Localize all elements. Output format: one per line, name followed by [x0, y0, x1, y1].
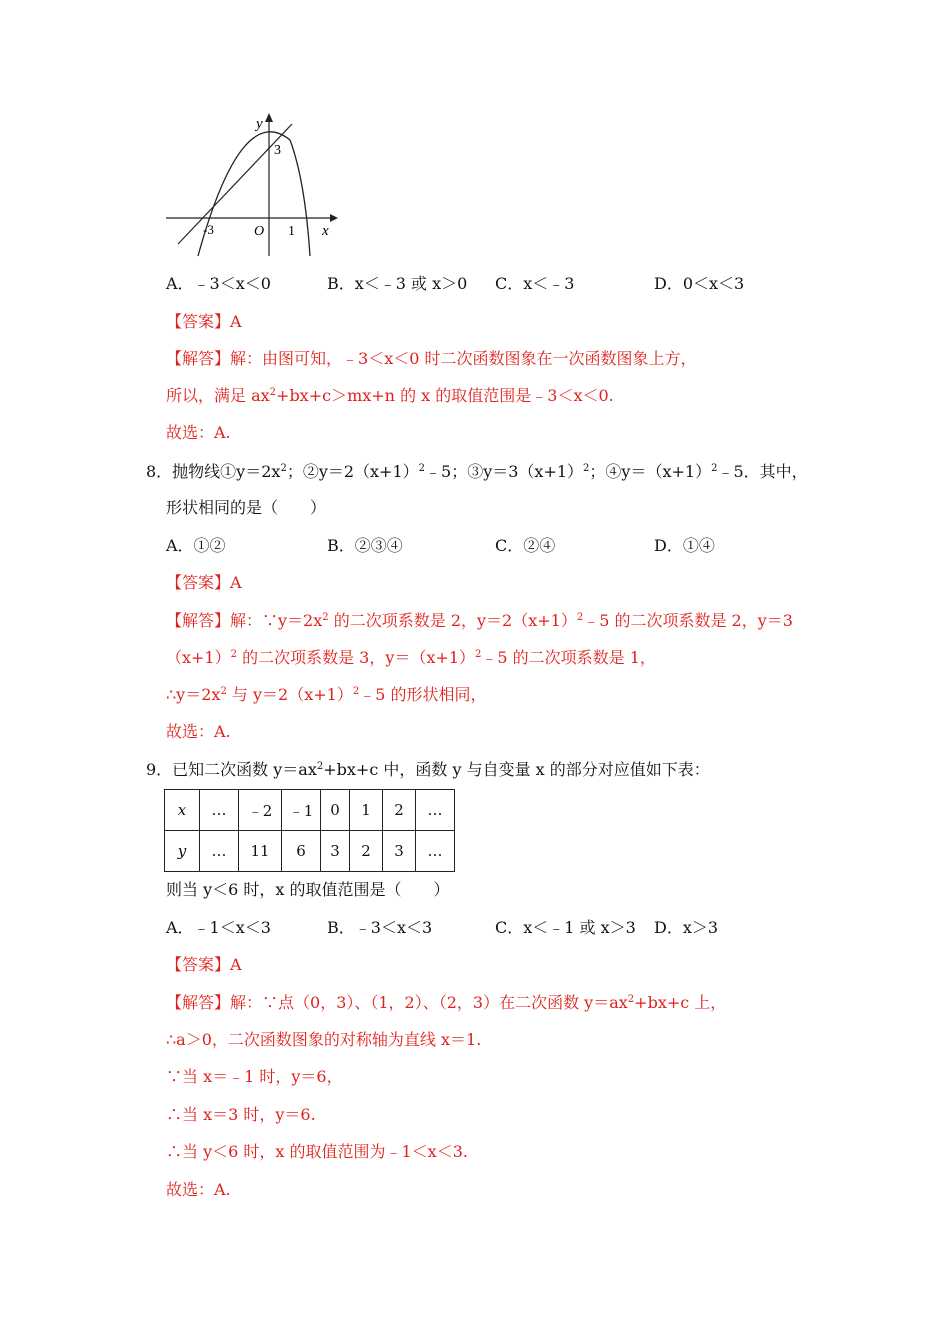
table-cell: 2 — [383, 790, 416, 831]
table-cell: 11 — [239, 831, 282, 872]
q7-analysis-text1: 解：由图可知，﹣3＜x＜0 时二次函数图象在一次函数图象上方， — [230, 349, 697, 368]
q8-option-b: B．②③④ — [327, 536, 403, 555]
q8-a1-p1: 解：∵y＝2x — [230, 611, 323, 630]
q8-s5: ﹣5．其中， — [717, 462, 808, 481]
q7-option-a: A．﹣3＜x＜0 — [166, 274, 271, 293]
q9-stem-sup: 2 — [316, 761, 324, 772]
q8-s1: 8．抛物线①y＝2x — [146, 462, 281, 481]
q8-conclusion: 故选：A. — [166, 722, 231, 741]
q8-a2-s1: 2 — [230, 649, 237, 660]
q8-a3-p2: 与 y＝2（x+1） — [226, 685, 353, 704]
q7-conclusion: 故选：A. — [166, 423, 231, 442]
q8-option-a: A．①② — [166, 536, 226, 555]
q8-a1-s2: 2 — [576, 612, 584, 623]
table-row-x — [165, 790, 455, 831]
q9-a1-pre: 解：∵点（0，3）、（1，2）、（2，3）在二次函数 y＝ax — [230, 993, 628, 1012]
q7-analysis-tag: 【解答】 — [166, 349, 231, 368]
table-cell: x — [165, 790, 200, 831]
q9-stem-line2: 则当 y＜6 时，x 的取值范围是（ ） — [166, 880, 450, 899]
q8-a2-p1: （x+1） — [166, 648, 231, 667]
q9-analysis-tag: 【解答】 — [166, 993, 231, 1012]
graph-y-label: y — [256, 116, 263, 132]
table-cell: ﹣1 — [282, 790, 321, 831]
q8-a1-s1: 2 — [322, 612, 329, 623]
q9-analysis-line4: ∴当 x＝3 时，y＝6. — [166, 1105, 316, 1124]
q8-a1-p3: ﹣5 的二次项系数是 2，y＝3 — [583, 611, 793, 630]
y-axis-arrow — [265, 113, 273, 122]
q9-stem-line1 — [146, 760, 710, 780]
q8-analysis-line2 — [166, 648, 656, 668]
table-cell: … — [416, 790, 455, 831]
q9-stem-post: +bx+c 中，函数 y 与自变量 x 的部分对应值如下表： — [323, 760, 710, 779]
q9-answer: 【答案】A — [166, 955, 242, 974]
graph-label-neg3: -3 — [203, 222, 214, 237]
q9-stem-pre: 9．已知二次函数 y＝ax — [146, 760, 317, 779]
q7-a2-post: +bx+c＞mx+n 的 x 的取值范围是﹣3＜x＜0. — [276, 386, 614, 405]
q9-a1-sup: 2 — [627, 994, 635, 1005]
q8-a2-s2: 2 — [475, 649, 482, 660]
q8-answer: 【答案】A — [166, 573, 242, 592]
q7-option-b: B．x＜﹣3 或 x＞0 — [327, 274, 468, 293]
q7-analysis-line2 — [166, 386, 614, 406]
q7-option-d: D．0＜x＜3 — [654, 274, 745, 293]
q7-option-c: C．x＜﹣3 — [495, 274, 575, 293]
graph-x-label: x — [322, 223, 329, 239]
q8-a1-p2: 的二次项系数是 2，y＝2（x+1） — [328, 611, 577, 630]
graph-label-origin: O — [254, 224, 265, 239]
value-table — [164, 789, 455, 872]
q9-analysis-line2: ∴a＞0，二次函数图象的对称轴为直线 x＝1. — [166, 1030, 482, 1049]
q9-conclusion: 故选：A. — [166, 1180, 231, 1199]
q8-a2-p2: 的二次项系数是 3，y＝（x+1） — [237, 648, 476, 667]
x-axis-arrow — [330, 214, 338, 222]
q7-answer: 【答案】A — [166, 312, 242, 331]
q8-a3-p1: ∴y＝2x — [166, 685, 221, 704]
q8-analysis-line3 — [166, 685, 486, 705]
table-cell: ﹣2 — [239, 790, 282, 831]
q8-s4: ；④y＝（x+1） — [589, 462, 712, 481]
q7-analysis-line1 — [166, 349, 697, 369]
table-cell: 3 — [383, 831, 416, 872]
q9-analysis-line3: ∵当 x＝﹣1 时，y＝6， — [166, 1067, 343, 1086]
q9-analysis-line1 — [166, 993, 726, 1013]
q8-a3-s2: 2 — [352, 686, 360, 697]
q9-option-a: A．﹣1＜x＜3 — [166, 918, 271, 937]
q8-analysis-line1 — [166, 611, 793, 631]
table-cell: … — [200, 831, 239, 872]
q8-sup1: 2 — [280, 463, 287, 474]
q9-analysis-line5: ∴当 y＜6 时，x 的取值范围为﹣1＜x＜3. — [166, 1142, 468, 1161]
table-cell: 3 — [321, 831, 350, 872]
q8-sup2: 2 — [418, 463, 426, 474]
q8-option-c: C．②④ — [495, 536, 556, 555]
table-cell: … — [200, 790, 239, 831]
linear-function-line — [178, 124, 292, 244]
q9-a1-post: +bx+c 上， — [634, 993, 727, 1012]
table-row-y — [165, 831, 455, 872]
q8-a3-p3: ﹣5 的形状相同， — [359, 685, 487, 704]
q7-a2-pre: 所以，满足 ax — [166, 386, 270, 405]
q8-a2-p3: ﹣5 的二次项系数是 1， — [481, 648, 656, 667]
q9-option-d: D．x＞3 — [654, 918, 719, 937]
q9-option-c: C．x＜﹣1 或 x＞3 — [495, 918, 636, 937]
q8-sup3: 2 — [583, 463, 590, 474]
q8-stem-line2: 形状相同的是（ ） — [166, 498, 327, 517]
q8-option-d: D．①④ — [654, 536, 715, 555]
table-cell: 0 — [321, 790, 350, 831]
q8-analysis-tag: 【解答】 — [166, 611, 231, 630]
q7-a2-sup: 2 — [269, 387, 277, 398]
table-cell: 2 — [350, 831, 383, 872]
q8-a3-s1: 2 — [220, 686, 227, 697]
table-cell: … — [416, 831, 455, 872]
graph-label-3: 3 — [274, 143, 281, 158]
q8-sup4: 2 — [711, 463, 718, 474]
table-cell: 1 — [350, 790, 383, 831]
q8-s2: ；②y＝2（x+1） — [286, 462, 419, 481]
table-cell: 6 — [282, 831, 321, 872]
q9-option-b: B．﹣3＜x＜3 — [327, 918, 433, 937]
q8-s3: ﹣5；③y＝3（x+1） — [425, 462, 584, 481]
table-cell: y — [165, 831, 200, 872]
function-graph — [160, 110, 340, 260]
q8-stem-line1 — [146, 462, 808, 482]
graph-label-1: 1 — [288, 224, 295, 239]
